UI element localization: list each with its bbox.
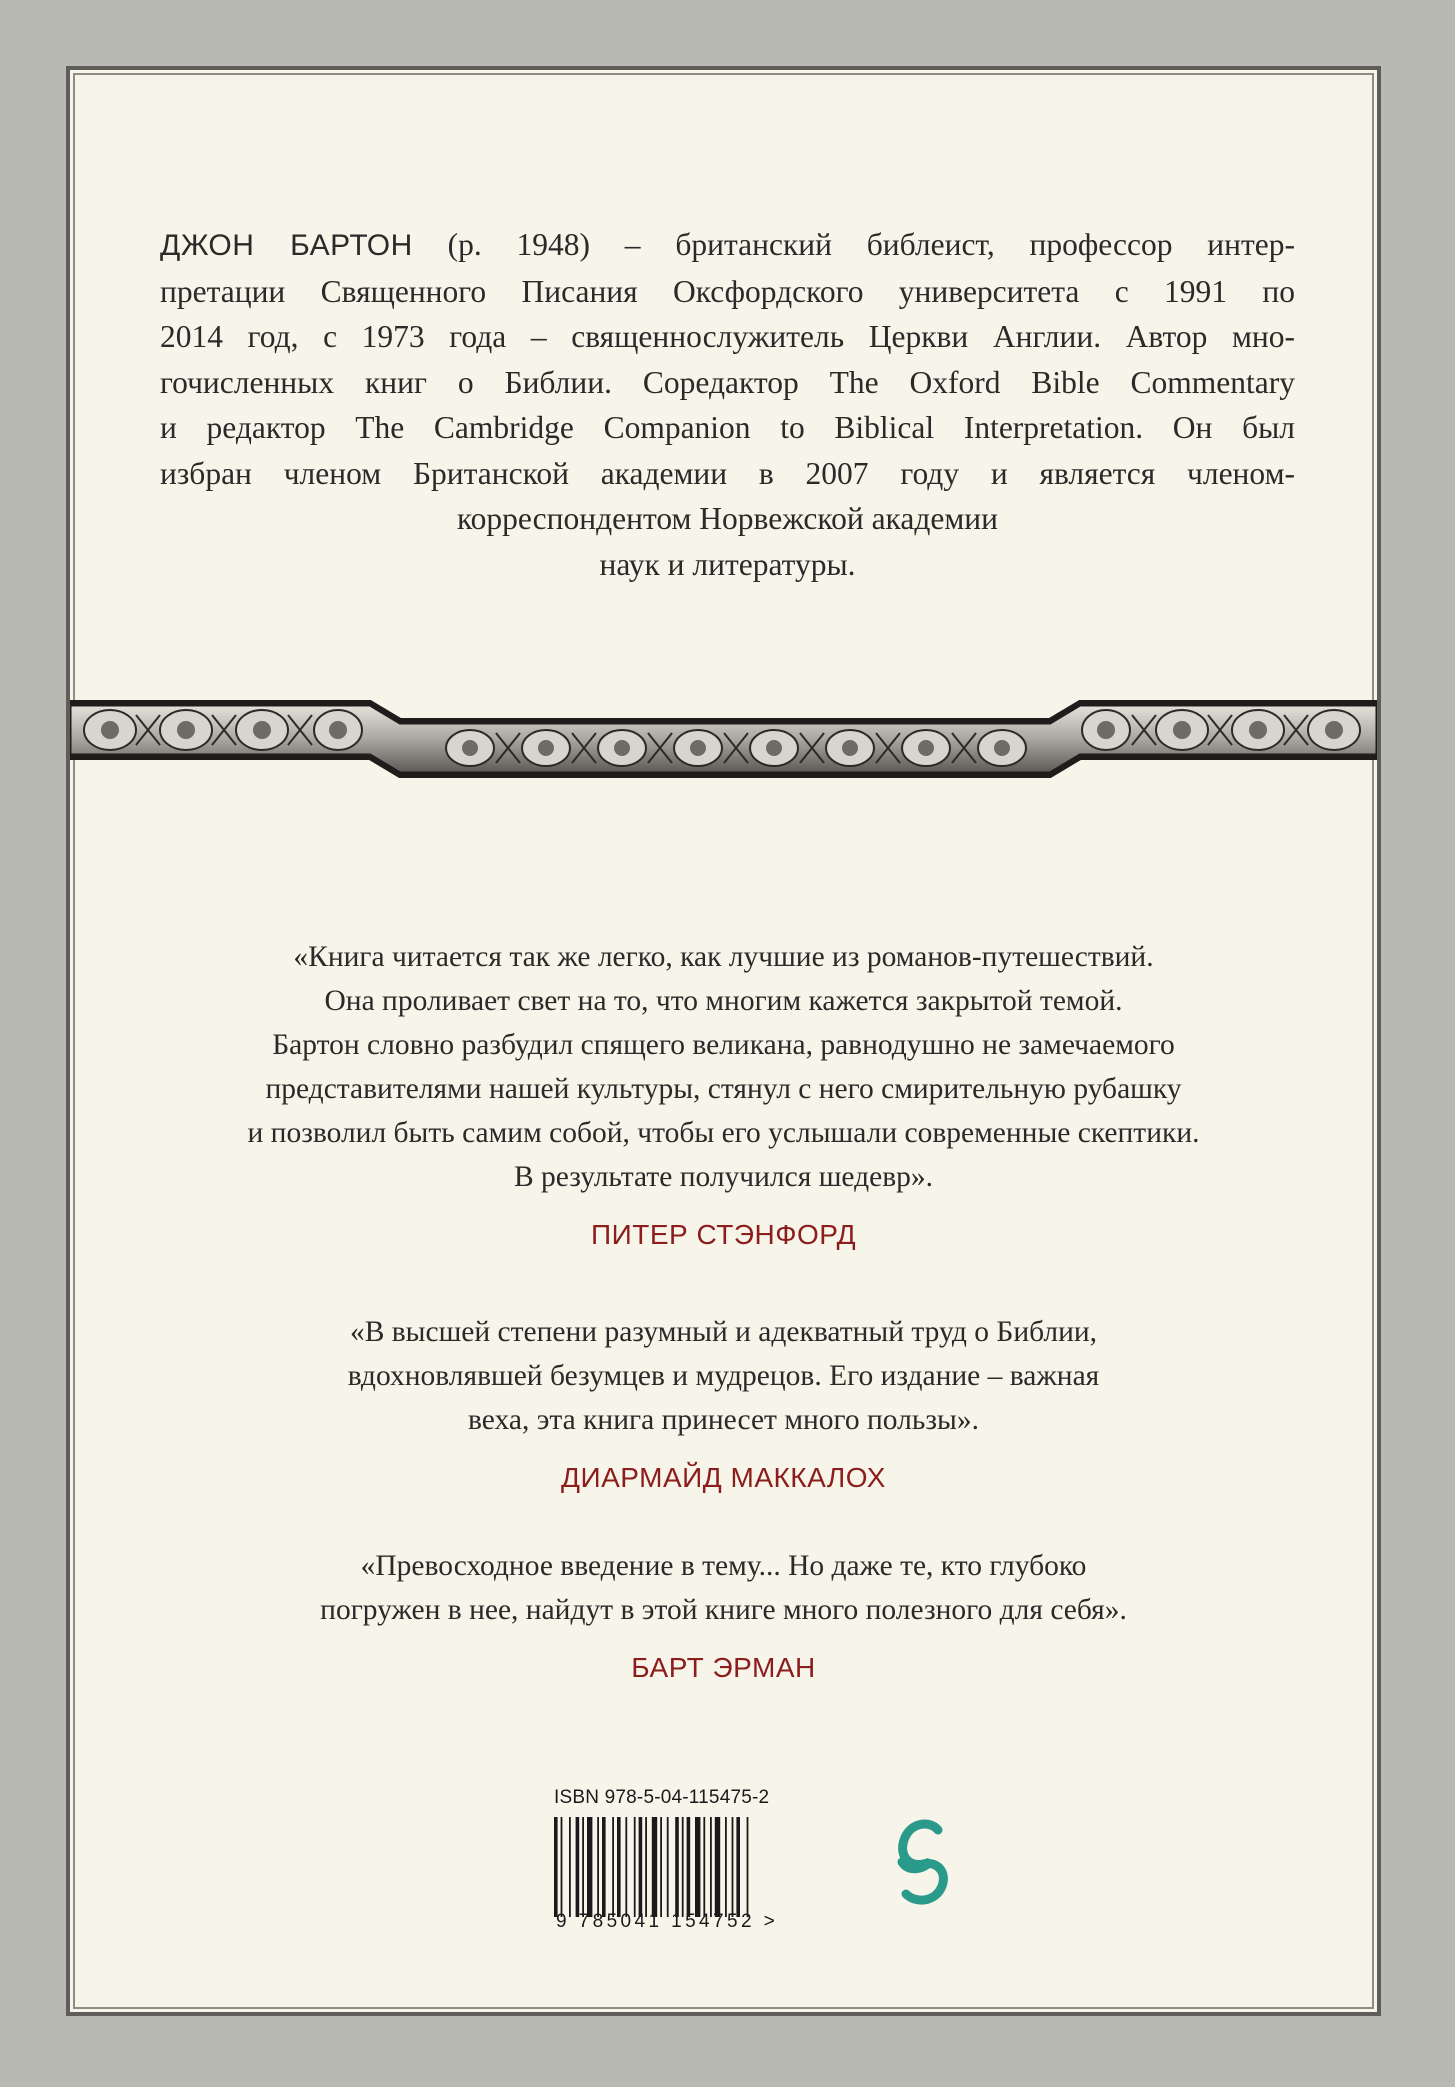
- bio-line-5: и редактор The Cambridge Companion to Biblical Interpretation. Он был: [160, 410, 1295, 445]
- bio-line-3: 2014 год, с 1973 года – священнослужитель Церкви Англии. Автор мно-: [160, 319, 1295, 354]
- quote-line: «В высшей степени разумный и адекватный труд о Библии,: [349, 1316, 1098, 1348]
- bio-line-4: гочисленных книг о Библии. Соредактор The Oxford Bible Commentary: [160, 364, 1295, 400]
- quote-1: [130, 935, 1317, 1257]
- quote-line: и позволил быть самим собой, чтобы его услышали современные скептики.: [247, 1117, 1200, 1149]
- quote-line: вдохновлявшей безумцев и мудрецов. Его издание – важная: [347, 1360, 1100, 1392]
- quote-line: «Книга читается так же легко, как лучшие из романов-путешествий.: [293, 941, 1154, 973]
- bio-line-2: претации Священного Писания Оксфордского университета с 1991 по: [160, 273, 1295, 309]
- quote-author: БАРТ ЭРМАН: [631, 1652, 816, 1683]
- isbn-label: ISBN 978-5-04-115475-2: [554, 1787, 770, 1808]
- publisher-logo-icon: [892, 1812, 952, 1912]
- quote-line: Бартон словно разбудил спящего великана, равнодушно не замечаемого: [272, 1029, 1175, 1061]
- quote-2: [130, 1310, 1317, 1500]
- back-cover: [66, 66, 1381, 2016]
- bio-line-8: наук и литературы.: [599, 546, 856, 582]
- quote-3: [130, 1544, 1317, 1690]
- quote-line: В результате получился шедевр».: [513, 1161, 934, 1193]
- barcode-digits: 9 785041 154752 >: [556, 1911, 779, 1932]
- frieze-ornament: [70, 675, 1377, 810]
- bio-line-1: ДЖОН БАРТОН (р. 1948) – британский библеист, профессор интер-: [160, 227, 1295, 262]
- isbn-barcode: [554, 1787, 884, 1942]
- barcode-icon: [554, 1817, 834, 1917]
- bio-line-7: корреспондентом Норвежской академии: [456, 501, 999, 536]
- quote-line: представителями нашей культуры, стянул с него смирительную рубашку: [265, 1073, 1182, 1105]
- quote-author: ДИАРМАЙД МАККАЛОХ: [561, 1462, 886, 1493]
- quote-line: веха, эта книга принесет много пользы».: [468, 1404, 979, 1436]
- quote-author: ПИТЕР СТЭНФОРД: [590, 1219, 857, 1250]
- author-name: ДЖОН БАРТОН: [160, 229, 413, 262]
- quote-line: «Превосходное введение в тему... Но даже те, кто глубоко: [360, 1550, 1087, 1582]
- quote-line: Она проливает свет на то, что многим кажется закрытой темой.: [324, 985, 1123, 1017]
- author-bio: [160, 222, 1295, 587]
- quote-line: погружен в нее, найдут в этой книге много полезного для себя».: [320, 1594, 1127, 1626]
- bio-line-6: избран членом Британской академии в 2007 году и является членом-: [160, 455, 1295, 491]
